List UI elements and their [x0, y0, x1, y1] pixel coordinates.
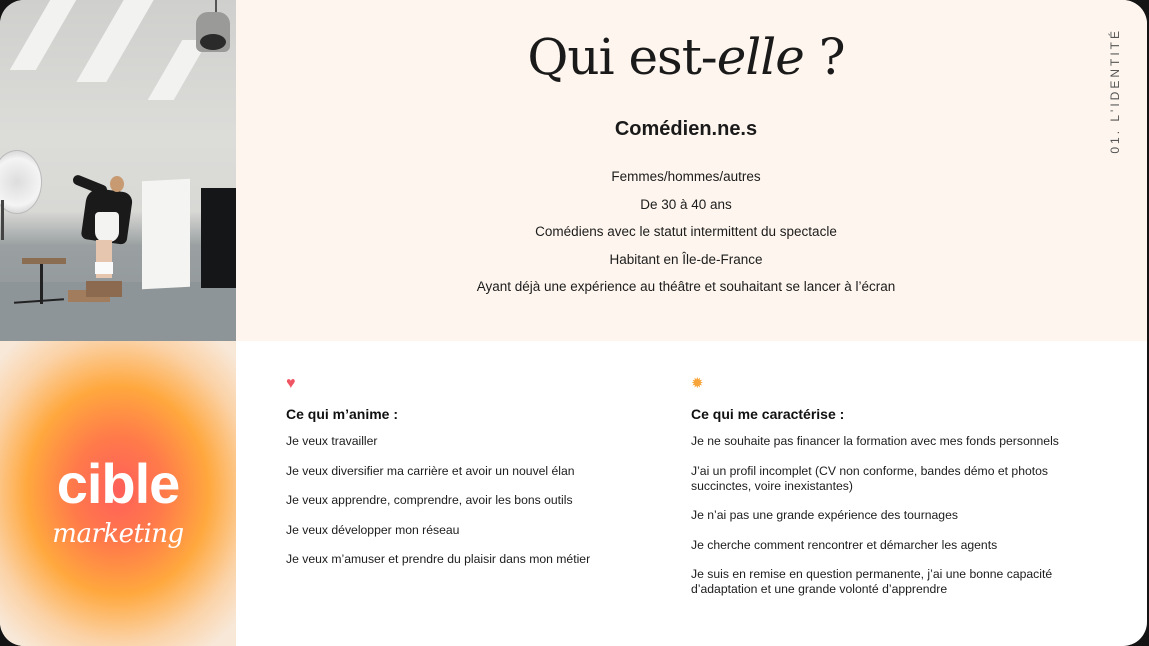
- title-italic: elle: [716, 28, 804, 86]
- stool-leg: [40, 264, 43, 304]
- characteristic-item: Je cherche comment rencontrer et démarcher les agents: [691, 537, 998, 552]
- motivation-item: Je veux m’amuser et prendre du plaisir dans mon métier: [286, 552, 591, 567]
- motivations-column: [286, 374, 646, 582]
- characteristic-item: Je n’ai pas une grande expérience des tournages: [691, 508, 958, 523]
- characteristics-heading: Ce qui me caractérise :: [691, 406, 845, 422]
- trait-item: Ayant déjà une expérience au théâtre et souhaitant se lancer à l’écran: [476, 279, 896, 294]
- characteristic-item: Je ne souhaite pas financer la formation avec mes fonds personnels: [691, 434, 1059, 448]
- page-title: [236, 28, 1136, 86]
- identity-traits-list: [236, 168, 1136, 306]
- motivations-list: [286, 434, 646, 567]
- studio-photo: [0, 0, 236, 341]
- motivations-heading: Ce qui m’anime :: [286, 406, 399, 422]
- characteristics-column: [691, 374, 1091, 612]
- stool-seat: [22, 258, 66, 264]
- sun-icon: ✹: [691, 375, 704, 392]
- studio-fan: [0, 150, 42, 214]
- white-reflector-board: [142, 179, 190, 290]
- model-socks: [95, 262, 113, 274]
- characteristic-item: J’ai un profil incomplet (CV non conforme, bandes démo et photos succinctes, voire inexistantes): [691, 463, 1049, 493]
- black-reflector-board: [201, 188, 236, 288]
- trait-item: Habitant en Île-de-France: [609, 251, 763, 267]
- model-head: [110, 176, 124, 192]
- trait-item: Femmes/hommes/autres: [611, 169, 761, 184]
- model-dress: [95, 212, 119, 242]
- title-suffix: ?: [803, 28, 845, 86]
- characteristics-list: [691, 434, 1091, 597]
- ceiling-beam: [10, 0, 76, 70]
- trait-item: Comédiens avec le statut intermittent du spectacle: [535, 224, 837, 239]
- motivation-item: Je veux travailler: [286, 434, 378, 448]
- motivation-item: Je veux apprendre, comprendre, avoir les bons outils: [286, 493, 573, 508]
- logo-subtitle: marketing: [52, 519, 184, 549]
- motivation-item: Je veux développer mon réseau: [286, 522, 460, 537]
- trait-item: De 30 à 40 ans: [640, 196, 732, 212]
- ceiling-beam: [76, 0, 153, 82]
- section-label: 01. L'IDENTITÉ: [1108, 28, 1122, 154]
- identity-section: [236, 0, 1147, 341]
- heart-icon: ♥: [286, 375, 296, 392]
- persona-subtitle: Comédien.ne.s: [614, 118, 758, 140]
- wooden-box: [86, 281, 122, 297]
- logo-wordmark: cible: [56, 452, 180, 515]
- characteristic-item: Je suis en remise en question permanente, j’ai une bonne capacité d’adaptation et une grande volonté d’apprendre: [691, 567, 1053, 597]
- logo-panel: [0, 341, 236, 646]
- lamp-bulb: [200, 34, 226, 50]
- title-prefix: Qui est-: [527, 28, 717, 86]
- fan-stand: [1, 200, 4, 240]
- motivation-item: Je veux diversifier ma carrière et avoir un nouvel élan: [286, 463, 575, 478]
